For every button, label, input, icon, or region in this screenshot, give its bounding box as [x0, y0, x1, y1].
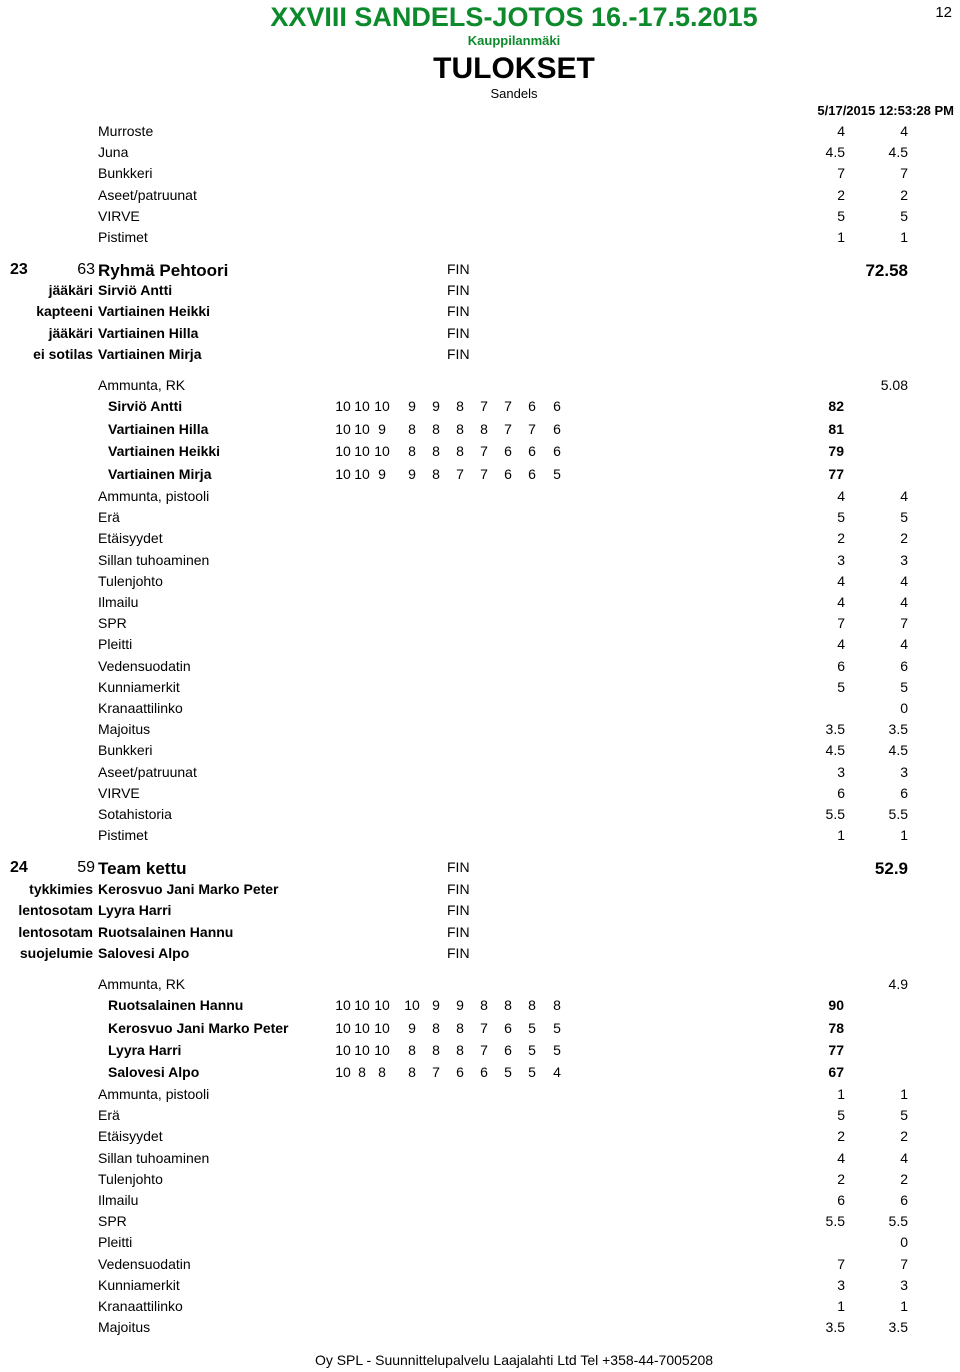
- shot-score: 9: [408, 1020, 416, 1036]
- shot-score: 10: [374, 398, 390, 414]
- shooter-name: Kerosvuo Jani Marko Peter: [108, 1020, 289, 1036]
- shot-score: 8: [456, 1042, 464, 1058]
- shot-score: 9: [378, 466, 386, 482]
- event-score: 4: [837, 594, 845, 610]
- event-score: 2: [837, 187, 845, 203]
- shot-score: 8: [456, 1020, 464, 1036]
- shot-score: 10: [335, 443, 351, 459]
- event-name: Sillan tuhoaminen: [98, 552, 210, 568]
- event-row: [0, 679, 960, 699]
- event-row: [0, 1234, 960, 1254]
- event-score: 5: [837, 679, 845, 695]
- shot-score: 9: [456, 997, 464, 1013]
- event-points: 1: [900, 1298, 908, 1314]
- shot-score: 8: [480, 997, 488, 1013]
- event-score: 3.5: [825, 721, 845, 737]
- shot-score: 5: [528, 1020, 536, 1036]
- member-name: Lyyra Harri: [98, 902, 172, 918]
- shooter-total: 78: [828, 1020, 844, 1036]
- event-name: Kunniamerkit: [98, 679, 180, 695]
- shot-score: 9: [378, 421, 386, 437]
- shot-score: 8: [504, 997, 512, 1013]
- event-row: [0, 144, 960, 164]
- team-number: 63: [77, 261, 95, 278]
- shot-score: 5: [528, 1064, 536, 1080]
- team-name: Ryhmä Pehtoori: [98, 261, 229, 280]
- event-points: 3.5: [888, 721, 908, 737]
- event-score: 4.5: [825, 144, 845, 160]
- member-nationality: FIN: [447, 325, 470, 341]
- member-nationality: FIN: [447, 924, 470, 940]
- document-title: TULOKSET: [433, 52, 595, 85]
- shot-score: 6: [528, 398, 536, 414]
- event-name: Ammunta, pistooli: [98, 1086, 210, 1102]
- member-nationality: FIN: [447, 881, 470, 897]
- shooter-row: [0, 398, 960, 418]
- event-score: 4: [837, 1150, 845, 1166]
- shooter-row: [0, 443, 960, 463]
- event-name: Sotahistoria: [98, 806, 172, 822]
- event-name: Majoitus: [98, 721, 151, 737]
- member-row: [0, 346, 960, 366]
- member-role: jääkäri: [48, 325, 93, 341]
- event-score: 5: [837, 208, 845, 224]
- event-row: [0, 764, 960, 784]
- event-points: 7: [900, 1256, 908, 1272]
- event-row: [0, 594, 960, 614]
- member-row: [0, 303, 960, 323]
- shot-score: 6: [504, 466, 512, 482]
- member-role: tykkimies: [29, 881, 93, 897]
- event-name: Ilmailu: [98, 1192, 139, 1208]
- event-row: [0, 488, 960, 508]
- team-total: 72.58: [865, 261, 908, 280]
- shooter-name: Vartiainen Heikki: [108, 443, 221, 459]
- event-row: [0, 1277, 960, 1297]
- event-score: 4: [837, 636, 845, 652]
- shooter-name: Salovesi Alpo: [108, 1064, 200, 1080]
- event-row: [0, 658, 960, 678]
- member-nationality: FIN: [447, 346, 470, 362]
- event-row: [0, 827, 960, 847]
- event-score: 1: [837, 1298, 845, 1314]
- shot-score: 7: [504, 398, 512, 414]
- event-row: [0, 123, 960, 143]
- shooter-total: 90: [828, 997, 844, 1013]
- event-name: Pleitti: [98, 1234, 133, 1250]
- member-name: Vartiainen Hilla: [98, 325, 199, 341]
- shot-score: 8: [553, 997, 561, 1013]
- event-name: Sillan tuhoaminen: [98, 1150, 210, 1166]
- shot-score: 8: [378, 1064, 386, 1080]
- event-name: Ammunta, pistooli: [98, 488, 210, 504]
- shooter-row: [0, 1020, 960, 1040]
- shot-score: 8: [456, 421, 464, 437]
- member-row: [0, 282, 960, 302]
- event-row: [0, 1298, 960, 1318]
- member-role: kapteeni: [36, 303, 93, 319]
- event-points: 4: [900, 594, 908, 610]
- event-score: 4: [837, 573, 845, 589]
- shooting-header-row: [0, 976, 960, 996]
- event-name: Kunniamerkit: [98, 1277, 180, 1293]
- event-points: 4: [900, 573, 908, 589]
- event-score: 5.5: [825, 1213, 845, 1229]
- shot-score: 8: [408, 421, 416, 437]
- event-score: 7: [837, 615, 845, 631]
- member-role: jääkäri: [48, 282, 93, 298]
- event-row: [0, 1213, 960, 1233]
- event-name: Erä: [98, 509, 120, 525]
- member-name: Salovesi Alpo: [98, 945, 190, 961]
- event-name: Tulenjohto: [98, 573, 163, 589]
- event-points: 5.5: [888, 806, 908, 822]
- team-nationality: FIN: [447, 859, 470, 875]
- shot-score: 10: [374, 1020, 390, 1036]
- event-score: 7: [837, 165, 845, 181]
- shooter-name: Sirviö Antti: [108, 398, 183, 414]
- event-points: 4.5: [888, 742, 908, 758]
- event-row: [0, 552, 960, 572]
- event-score: 3.5: [825, 1319, 845, 1335]
- shot-score: 7: [504, 421, 512, 437]
- shooter-total: 82: [828, 398, 844, 414]
- event-name: VIRVE: [98, 785, 140, 801]
- shooter-total: 81: [828, 421, 844, 437]
- event-points: 4: [900, 488, 908, 504]
- shot-score: 10: [335, 1064, 351, 1080]
- event-name: VIRVE: [98, 208, 140, 224]
- team-rank: 24: [10, 859, 28, 876]
- event-row: [0, 636, 960, 656]
- shot-score: 10: [354, 1042, 370, 1058]
- member-role: ei sotilas: [33, 346, 93, 362]
- shot-score: 6: [528, 466, 536, 482]
- shot-score: 8: [432, 421, 440, 437]
- shot-score: 5: [528, 1042, 536, 1058]
- event-row: [0, 509, 960, 529]
- shot-score: 8: [456, 398, 464, 414]
- event-score: 2: [837, 530, 845, 546]
- event-score: 2: [837, 1128, 845, 1144]
- event-row: [0, 530, 960, 550]
- shot-score: 5: [553, 1020, 561, 1036]
- event-points: 1: [900, 827, 908, 843]
- event-points: 4: [900, 636, 908, 652]
- event-name: Juna: [98, 144, 129, 160]
- shot-score: 8: [358, 1064, 366, 1080]
- event-name: SPR: [98, 615, 127, 631]
- event-row: [0, 1192, 960, 1212]
- shot-score: 10: [335, 997, 351, 1013]
- event-score: 6: [837, 1192, 845, 1208]
- event-name: Vedensuodatin: [98, 1256, 191, 1272]
- shot-score: 7: [432, 1064, 440, 1080]
- member-name: Vartiainen Heikki: [98, 303, 211, 319]
- shot-score: 10: [374, 1042, 390, 1058]
- event-name: Vedensuodatin: [98, 658, 191, 674]
- event-name: Etäisyydet: [98, 530, 163, 546]
- shooter-name: Ruotsalainen Hannu: [108, 997, 244, 1013]
- shooter-name: Lyyra Harri: [108, 1042, 182, 1058]
- shot-score: 8: [432, 1042, 440, 1058]
- event-points: 4: [900, 1150, 908, 1166]
- event-points: 6: [900, 1192, 908, 1208]
- event-points: 6: [900, 658, 908, 674]
- event-name: Bunkkeri: [98, 742, 153, 758]
- event-score: 1: [837, 1086, 845, 1102]
- shooting-points: 4.9: [888, 976, 908, 992]
- shot-score: 9: [432, 997, 440, 1013]
- shot-score: 6: [504, 1042, 512, 1058]
- member-role: lentosotam: [18, 902, 93, 918]
- shot-score: 8: [456, 443, 464, 459]
- event-row: [0, 229, 960, 249]
- event-name: Murroste: [98, 123, 154, 139]
- shot-score: 6: [553, 398, 561, 414]
- shot-score: 10: [335, 421, 351, 437]
- event-name: Tulenjohto: [98, 1171, 163, 1187]
- event-points: 7: [900, 165, 908, 181]
- shot-score: 7: [528, 421, 536, 437]
- page-number: 12: [935, 4, 952, 21]
- event-name: Majoitus: [98, 1319, 151, 1335]
- event-row: [0, 1107, 960, 1127]
- event-name: Erä: [98, 1107, 120, 1123]
- team-name: Team kettu: [98, 859, 187, 878]
- event-score: 7: [837, 1256, 845, 1272]
- series-name: Sandels: [490, 86, 538, 101]
- event-points: 0: [900, 1234, 908, 1250]
- event-points: 5: [900, 509, 908, 525]
- event-points: 3.5: [888, 1319, 908, 1335]
- shooter-name: Vartiainen Hilla: [108, 421, 209, 437]
- event-points: 5: [900, 1107, 908, 1123]
- shot-score: 8: [432, 466, 440, 482]
- event-row: [0, 1128, 960, 1148]
- shot-score: 10: [354, 997, 370, 1013]
- event-points: 2: [900, 187, 908, 203]
- event-score: 6: [837, 658, 845, 674]
- event-points: 5: [900, 208, 908, 224]
- event-name: Ilmailu: [98, 594, 139, 610]
- shooter-total: 67: [828, 1064, 844, 1080]
- event-row: [0, 806, 960, 826]
- member-name: Kerosvuo Jani Marko Peter: [98, 881, 279, 897]
- member-nationality: FIN: [447, 303, 470, 319]
- event-points: 3: [900, 764, 908, 780]
- event-row: [0, 1086, 960, 1106]
- event-name: Pleitti: [98, 636, 133, 652]
- shot-score: 5: [553, 1042, 561, 1058]
- team-total: 52.9: [874, 859, 908, 878]
- shot-score: 10: [404, 997, 420, 1013]
- shooter-row: [0, 466, 960, 486]
- shot-score: 8: [408, 1064, 416, 1080]
- event-score: 3: [837, 552, 845, 568]
- shot-score: 7: [480, 466, 488, 482]
- event-row: [0, 1256, 960, 1276]
- member-role: lentosotam: [18, 924, 93, 940]
- event-score: 1: [837, 229, 845, 245]
- event-row: [0, 208, 960, 228]
- shot-score: 6: [553, 443, 561, 459]
- event-points: 4.5: [888, 144, 908, 160]
- shooting-header-row: [0, 377, 960, 397]
- shooter-total: 79: [828, 443, 844, 459]
- shot-score: 8: [408, 443, 416, 459]
- event-title: XXVIII SANDELS-JOTOS 16.-17.5.2015: [270, 2, 758, 32]
- event-row: [0, 573, 960, 593]
- team-header-row: [0, 261, 960, 281]
- shot-score: 9: [408, 466, 416, 482]
- shot-score: 10: [354, 421, 370, 437]
- event-score: 6: [837, 785, 845, 801]
- shot-score: 8: [432, 443, 440, 459]
- team-rank: 23: [10, 261, 28, 278]
- shot-score: 8: [528, 997, 536, 1013]
- event-row: [0, 785, 960, 805]
- event-points: 3: [900, 552, 908, 568]
- member-row: [0, 902, 960, 922]
- event-score: 4: [837, 123, 845, 139]
- event-score: 3: [837, 1277, 845, 1293]
- member-nationality: FIN: [447, 945, 470, 961]
- member-role: suojelumie: [19, 945, 93, 961]
- shot-score: 6: [456, 1064, 464, 1080]
- member-row: [0, 325, 960, 345]
- event-points: 7: [900, 615, 908, 631]
- event-points: 5.5: [888, 1213, 908, 1229]
- event-score: 1: [837, 827, 845, 843]
- event-name: SPR: [98, 1213, 127, 1229]
- shot-score: 8: [432, 1020, 440, 1036]
- shot-score: 10: [354, 443, 370, 459]
- event-points: 5: [900, 679, 908, 695]
- shot-score: 8: [480, 421, 488, 437]
- event-score: 4: [837, 488, 845, 504]
- event-points: 4: [900, 123, 908, 139]
- event-row: [0, 165, 960, 185]
- shot-score: 6: [504, 1020, 512, 1036]
- event-points: 6: [900, 785, 908, 801]
- shooter-total: 77: [828, 466, 844, 482]
- event-name: Aseet/patruunat: [98, 764, 197, 780]
- event-points: 2: [900, 530, 908, 546]
- event-name: Bunkkeri: [98, 165, 153, 181]
- event-row: [0, 615, 960, 635]
- shot-score: 10: [335, 1020, 351, 1036]
- shot-score: 5: [504, 1064, 512, 1080]
- venue-name: Kauppilanmäki: [467, 33, 561, 48]
- shot-score: 6: [504, 443, 512, 459]
- event-score: 3: [837, 764, 845, 780]
- shooter-row: [0, 997, 960, 1017]
- event-name: Etäisyydet: [98, 1128, 163, 1144]
- shot-score: 10: [335, 1042, 351, 1058]
- shooter-row: [0, 421, 960, 441]
- shot-score: 6: [553, 421, 561, 437]
- event-score: 4.5: [825, 742, 845, 758]
- event-points: 1: [900, 1086, 908, 1102]
- member-nationality: FIN: [447, 282, 470, 298]
- member-name: Vartiainen Mirja: [98, 346, 202, 362]
- print-timestamp: 5/17/2015 12:53:28 PM: [817, 103, 954, 118]
- event-score: 2: [837, 1171, 845, 1187]
- shot-score: 10: [374, 443, 390, 459]
- event-points: 2: [900, 1128, 908, 1144]
- shooting-label: Ammunta, RK: [98, 976, 186, 992]
- shot-score: 10: [335, 466, 351, 482]
- team-header-row: [0, 859, 960, 879]
- shot-score: 6: [480, 1064, 488, 1080]
- event-row: [0, 742, 960, 762]
- member-name: Ruotsalainen Hannu: [98, 924, 234, 940]
- member-row: [0, 881, 960, 901]
- event-row: [0, 1150, 960, 1170]
- shot-score: 10: [354, 1020, 370, 1036]
- event-points: 0: [900, 700, 908, 716]
- event-score: 5.5: [825, 806, 845, 822]
- shot-score: 10: [374, 997, 390, 1013]
- shot-score: 10: [354, 398, 370, 414]
- shooter-name: Vartiainen Mirja: [108, 466, 212, 482]
- team-number: 59: [77, 859, 95, 876]
- event-score: 5: [837, 509, 845, 525]
- shooter-row: [0, 1042, 960, 1062]
- shooting-points: 5.08: [880, 377, 908, 393]
- member-row: [0, 924, 960, 944]
- shot-score: 6: [528, 443, 536, 459]
- event-points: 3: [900, 1277, 908, 1293]
- member-name: Sirviö Antti: [98, 282, 173, 298]
- shot-score: 10: [335, 398, 351, 414]
- event-points: 1: [900, 229, 908, 245]
- event-name: Pistimet: [98, 229, 148, 245]
- event-row: [0, 1171, 960, 1191]
- shot-score: 7: [480, 1042, 488, 1058]
- shot-score: 7: [480, 443, 488, 459]
- shot-score: 7: [456, 466, 464, 482]
- event-row: [0, 721, 960, 741]
- event-name: Aseet/patruunat: [98, 187, 197, 203]
- shot-score: 9: [408, 398, 416, 414]
- shooter-row: [0, 1064, 960, 1084]
- event-score: 5: [837, 1107, 845, 1123]
- event-name: Kranaattilinko: [98, 700, 183, 716]
- event-row: [0, 187, 960, 207]
- shot-score: 4: [553, 1064, 561, 1080]
- shooting-label: Ammunta, RK: [98, 377, 186, 393]
- shot-score: 7: [480, 1020, 488, 1036]
- event-name: Kranaattilinko: [98, 1298, 183, 1314]
- shooter-total: 77: [828, 1042, 844, 1058]
- member-row: [0, 945, 960, 965]
- team-nationality: FIN: [447, 261, 470, 277]
- footer-text: Oy SPL - Suunnittelupalvelu Laajalahti Ltd Tel +358-44-7005208: [314, 1352, 714, 1368]
- event-row: [0, 700, 960, 720]
- shot-score: 8: [408, 1042, 416, 1058]
- event-name: Pistimet: [98, 827, 148, 843]
- shot-score: 9: [432, 398, 440, 414]
- shot-score: 7: [480, 398, 488, 414]
- member-nationality: FIN: [447, 902, 470, 918]
- event-points: 2: [900, 1171, 908, 1187]
- event-row: [0, 1319, 960, 1339]
- shot-score: 10: [354, 466, 370, 482]
- shot-score: 5: [553, 466, 561, 482]
